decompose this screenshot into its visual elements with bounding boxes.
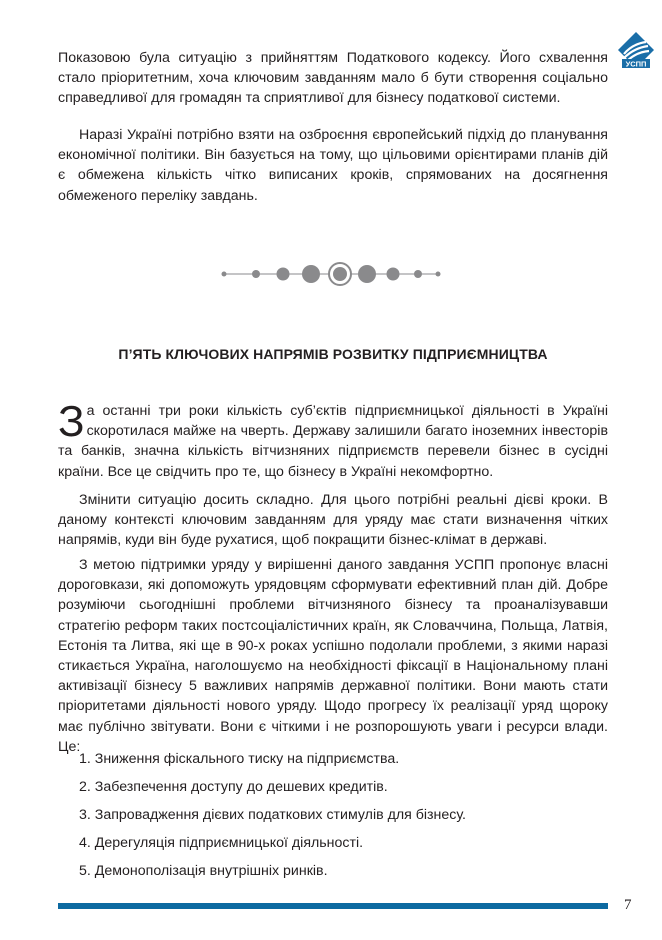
- section-paragraph-1-text: а останні три роки кількість суб’єктів підприємницької діяльності в Україні скоротилася майже на чверть. Державу залишили багато іноземних інвесторів та банків, значна кількість вітчизняних підприємств перевели бізнес в сусідні країни. Все це свідчить про те, що бізнесу в Україні некомфортно.: [58, 403, 608, 480]
- section-paragraph-1: [58, 397, 608, 482]
- list-item: 3. Запровадження дієвих податкових стимулів для бізнесу.: [79, 807, 466, 823]
- list-item: 5. Демонополізація внутрішніх ринків.: [79, 863, 328, 879]
- list-item: 4. Дерегуляція підприємницької діяльності.: [79, 835, 364, 851]
- section-paragraph-2: Змінити ситуацію досить складно. Для цього потрібні реальні дієві кроки. В даному контексті ключовим завданням для уряду має стати визначення чітких напрямів, куди він буде рухатися, щоб покращити бізнес-клімат в державі.: [58, 492, 608, 549]
- list-item: 1. Зниження фіскального тиску на підприємства.: [79, 751, 400, 767]
- section-paragraph-3: З метою підтримки уряду у вирішенні даного завдання УСПП пропонує власні дороговкази, які допоможуть урядовцям сформувати ефективний план дій. Добре розуміючи сьогоднішні проблеми вітчизняного бізнесу та проаналізувавши стратегію реформ таких постсоціалістичних країн, як Словаччина, Польща, Латвія, Естонія та Литва, які ще в 90-х роках успішно подолали проблеми, з якими наразі стикається Україна, наголошуємо на необхідності фіксації в Національному плані активізації бізнесу 5 важливих напрямів державної політики. Вони мають стати пріоритетами діяльності нового уряду. Щодо прогресу їх реалізації уряд щороку має публічно звітувати. Вони є чіткими і не розпорошують уваги і ресурси влади. Це:: [58, 557, 608, 755]
- footer-bar: [58, 903, 608, 909]
- uspp-logo: [616, 30, 656, 70]
- section-heading: П’ЯТЬ КЛЮЧОВИХ НАПРЯМІВ РОЗВИТКУ ПІДПРИЄМНИЦТВА: [118, 346, 548, 362]
- priorities-list: [79, 749, 466, 889]
- section-divider-ornament: [220, 258, 442, 290]
- drop-cap: З: [58, 397, 85, 446]
- list-item: 2. Забезпечення доступу до дешевих кредитів.: [79, 779, 388, 795]
- logo-label: УСПП: [625, 59, 647, 69]
- page-number: 7: [624, 897, 632, 913]
- intro-paragraph-1: Показовою була ситуацію з прийняттям Податкового кодексу. Його схвалення стало пріоритетним, хоча ключовим завданням мало б бути створення соціально справедливої для громадян та сприятливої для бізнесу податкової системи.: [58, 50, 608, 107]
- intro-paragraph-2: Наразі Україні потрібно взяти на озброєння європейський підхід до планування економічної політики. Він базується на тому, що цільовими орієнтирами планів дій є обмежена кількість чітко виписаних кроків, спрямованих на досягнення обмеженого переліку завдань.: [58, 127, 608, 204]
